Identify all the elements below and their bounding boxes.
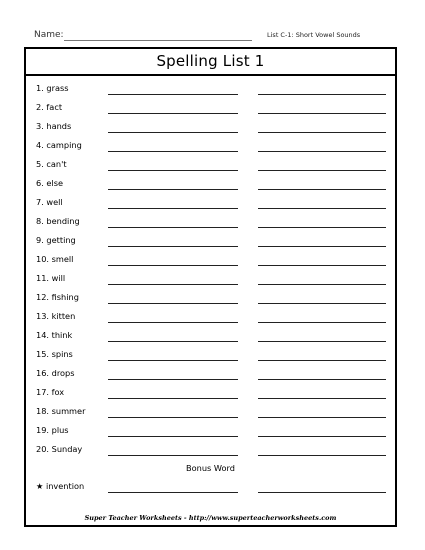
spelling-word: 20. Sunday <box>36 444 83 454</box>
writing-line-2 <box>258 322 386 323</box>
spelling-word: 8. bending <box>36 216 80 226</box>
writing-line-2 <box>258 455 386 456</box>
writing-line-2 <box>258 436 386 437</box>
writing-line-1 <box>108 227 238 228</box>
writing-line-2 <box>258 151 386 152</box>
word-row <box>36 404 386 418</box>
writing-line-1 <box>108 189 238 190</box>
worksheet-header <box>34 30 394 44</box>
writing-line-2 <box>258 132 386 133</box>
title-divider <box>26 74 395 76</box>
page-title: Spelling List 1 <box>156 52 265 70</box>
writing-line-1 <box>108 322 238 323</box>
spelling-word: 13. kitten <box>36 311 76 321</box>
writing-line-1 <box>108 208 238 209</box>
writing-line-1 <box>108 398 238 399</box>
writing-line-1 <box>108 151 238 152</box>
spelling-word: 15. spins <box>36 349 73 359</box>
spelling-word: 19. plus <box>36 425 69 435</box>
word-row <box>36 309 386 323</box>
spelling-word: 10. smell <box>36 254 74 264</box>
writing-line-2 <box>258 208 386 209</box>
writing-line-2 <box>258 113 386 114</box>
spelling-word: 2. fact <box>36 102 63 112</box>
word-row <box>36 423 386 437</box>
writing-line-1 <box>108 284 238 285</box>
writing-line-1 <box>108 246 238 247</box>
word-row <box>36 442 386 456</box>
spelling-word: 14. think <box>36 330 73 340</box>
writing-line-1 <box>108 265 238 266</box>
word-row <box>36 347 386 361</box>
name-label: Name: <box>34 30 64 40</box>
writing-line-2 <box>258 398 386 399</box>
writing-line-2 <box>258 265 386 266</box>
writing-line-1 <box>108 170 238 171</box>
word-row <box>36 214 386 228</box>
writing-line-2 <box>258 303 386 304</box>
spelling-word: 1. grass <box>36 83 69 93</box>
word-row <box>36 271 386 285</box>
writing-line-1 <box>108 303 238 304</box>
word-row <box>36 366 386 380</box>
word-row <box>36 138 386 152</box>
writing-line-2 <box>258 94 386 95</box>
word-row <box>36 252 386 266</box>
writing-line-2 <box>258 492 386 493</box>
writing-line-1 <box>108 436 238 437</box>
word-row <box>36 176 386 190</box>
writing-line-1 <box>108 360 238 361</box>
writing-line-1 <box>108 379 238 380</box>
writing-line-1 <box>108 94 238 95</box>
word-row <box>36 328 386 342</box>
spelling-word: 18. summer <box>36 406 86 416</box>
writing-line-2 <box>258 379 386 380</box>
writing-line-1 <box>108 132 238 133</box>
word-row <box>36 100 386 114</box>
spelling-word: 17. fox <box>36 387 65 397</box>
writing-line-1 <box>108 341 238 342</box>
writing-line-2 <box>258 360 386 361</box>
spelling-word: 16. drops <box>36 368 75 378</box>
word-row <box>36 195 386 209</box>
bonus-word: ★ invention <box>36 481 85 491</box>
spelling-word: 4. camping <box>36 140 82 150</box>
spelling-word: 9. getting <box>36 235 76 245</box>
writing-line-1 <box>108 113 238 114</box>
spelling-word: 7. well <box>36 197 63 207</box>
writing-line-2 <box>258 417 386 418</box>
word-row <box>36 290 386 304</box>
bonus-heading: Bonus Word <box>186 463 235 473</box>
spelling-word: 5. can't <box>36 159 67 169</box>
spelling-word: 11. will <box>36 273 66 283</box>
writing-line-1 <box>108 455 238 456</box>
footer-credit: Super Teacher Worksheets - http://www.superteacherworksheets.com <box>84 514 337 522</box>
spelling-word: 6. else <box>36 178 64 188</box>
word-row <box>36 157 386 171</box>
writing-line-2 <box>258 227 386 228</box>
bonus-row <box>36 479 386 493</box>
word-row <box>36 385 386 399</box>
spelling-word: 3. hands <box>36 121 72 131</box>
writing-line-1 <box>108 492 238 493</box>
writing-line-1 <box>108 417 238 418</box>
writing-line-2 <box>258 189 386 190</box>
writing-line-2 <box>258 246 386 247</box>
worksheet-box <box>24 47 397 527</box>
writing-line-2 <box>258 284 386 285</box>
spelling-word: 12. fishing <box>36 292 79 302</box>
word-row <box>36 81 386 95</box>
writing-line-2 <box>258 170 386 171</box>
name-blank-line <box>64 40 252 41</box>
word-row <box>36 233 386 247</box>
word-row <box>36 119 386 133</box>
writing-line-2 <box>258 341 386 342</box>
list-title: List C-1: Short Vowel Sounds <box>267 31 361 39</box>
